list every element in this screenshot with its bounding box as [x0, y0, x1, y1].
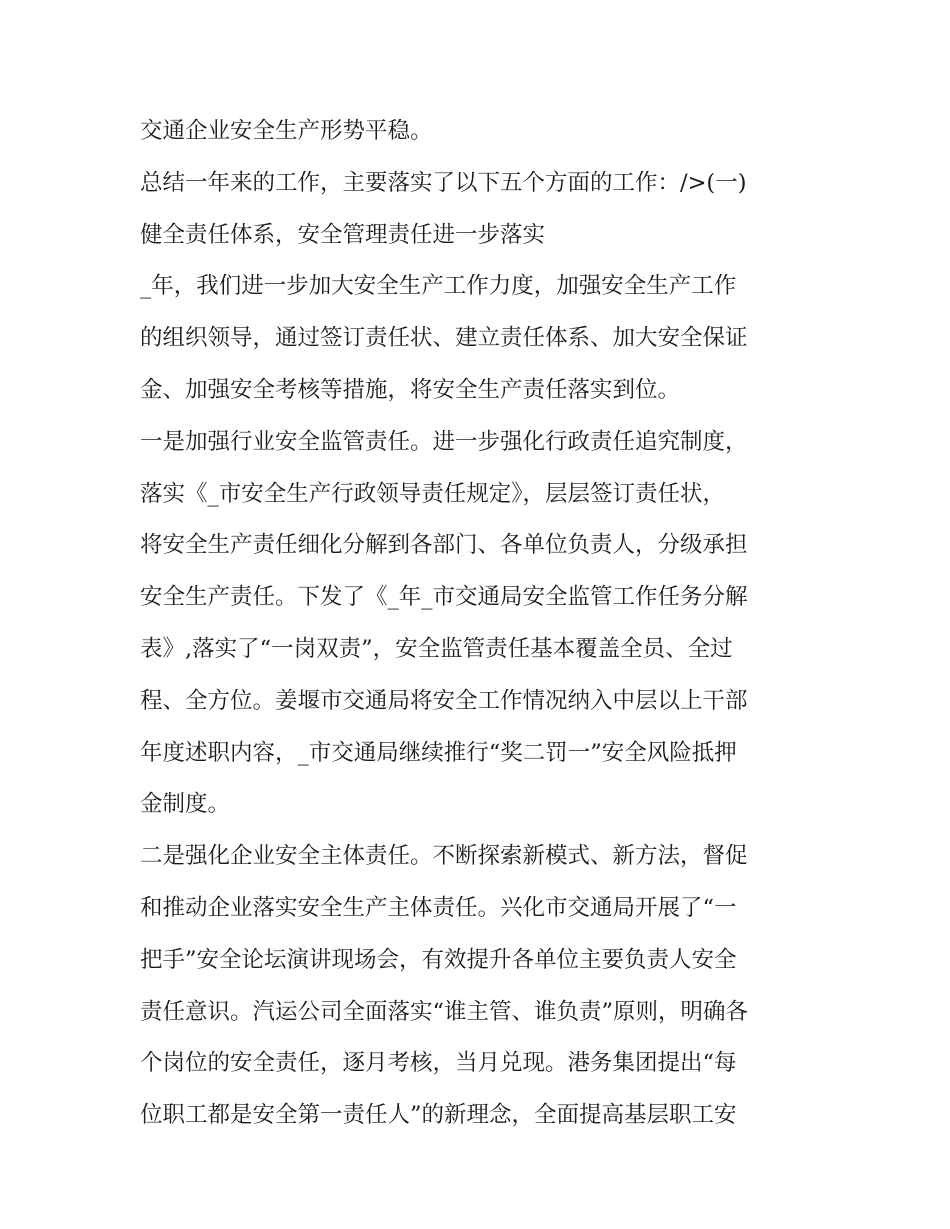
text-line: 交通企业安全生产形势平稳。: [140, 118, 433, 144]
text-line: 二是强化企业安全主体责任。不断探索新模式、新方法，督促: [140, 843, 748, 870]
text-line: 安全生产责任。下发了《_年_市交通局安全监管工作任务分解: [140, 584, 748, 611]
text-line: 健全责任体系，安全管理责任进一步落实: [140, 221, 546, 248]
text-line: 金制度。: [140, 791, 231, 818]
text-line: 位职工都是安全第一责任人”的新理念，全面提高基层职工安: [140, 1102, 737, 1129]
text-line: 表》,落实了“一岗双责”，安全监管责任基本覆盖全员、全过: [140, 635, 733, 662]
text-line: 程、全方位。姜堰市交通局将安全工作情况纳入中层以上干部: [140, 687, 748, 714]
text-line: 一是加强行业安全监管责任。进一步强化行政责任追究制度，: [140, 428, 748, 455]
text-line: 个岗位的安全责任，逐月考核，当月兑现。港务集团提出“每: [140, 1050, 737, 1077]
text-line: _年，我们进一步加大安全生产工作力度，加强安全生产工作: [140, 273, 737, 300]
text-line: 和推动企业落实安全生产主体责任。兴化市交通局开展了“一: [140, 894, 737, 921]
text-line: 责任意识。汽运公司全面落实“谁主管、谁负责”原则，明确各: [140, 998, 749, 1025]
text-line: 的组织领导，通过签订责任状、建立责任体系、加大安全保证: [140, 325, 748, 352]
text-line: 将安全生产责任细化分解到各部门、各单位负责人，分级承担: [140, 532, 748, 559]
text-line: 总结一年来的工作，主要落实了以下五个方面的工作：/>(一): [140, 169, 747, 196]
text-line: 把手”安全论坛演讲现场会，有效提升各单位主要负责人安全: [140, 946, 737, 973]
document-body: [140, 106, 820, 1142]
text-line: 金、加强安全考核等措施，将安全生产责任落实到位。: [140, 376, 681, 403]
text-line: 落实《_市安全生产行政领导责任规定》，层层签订责任状，: [140, 480, 726, 507]
text-line: 年度述职内容，_市交通局继续推行“奖二罚一”安全风险抵押: [140, 739, 737, 766]
